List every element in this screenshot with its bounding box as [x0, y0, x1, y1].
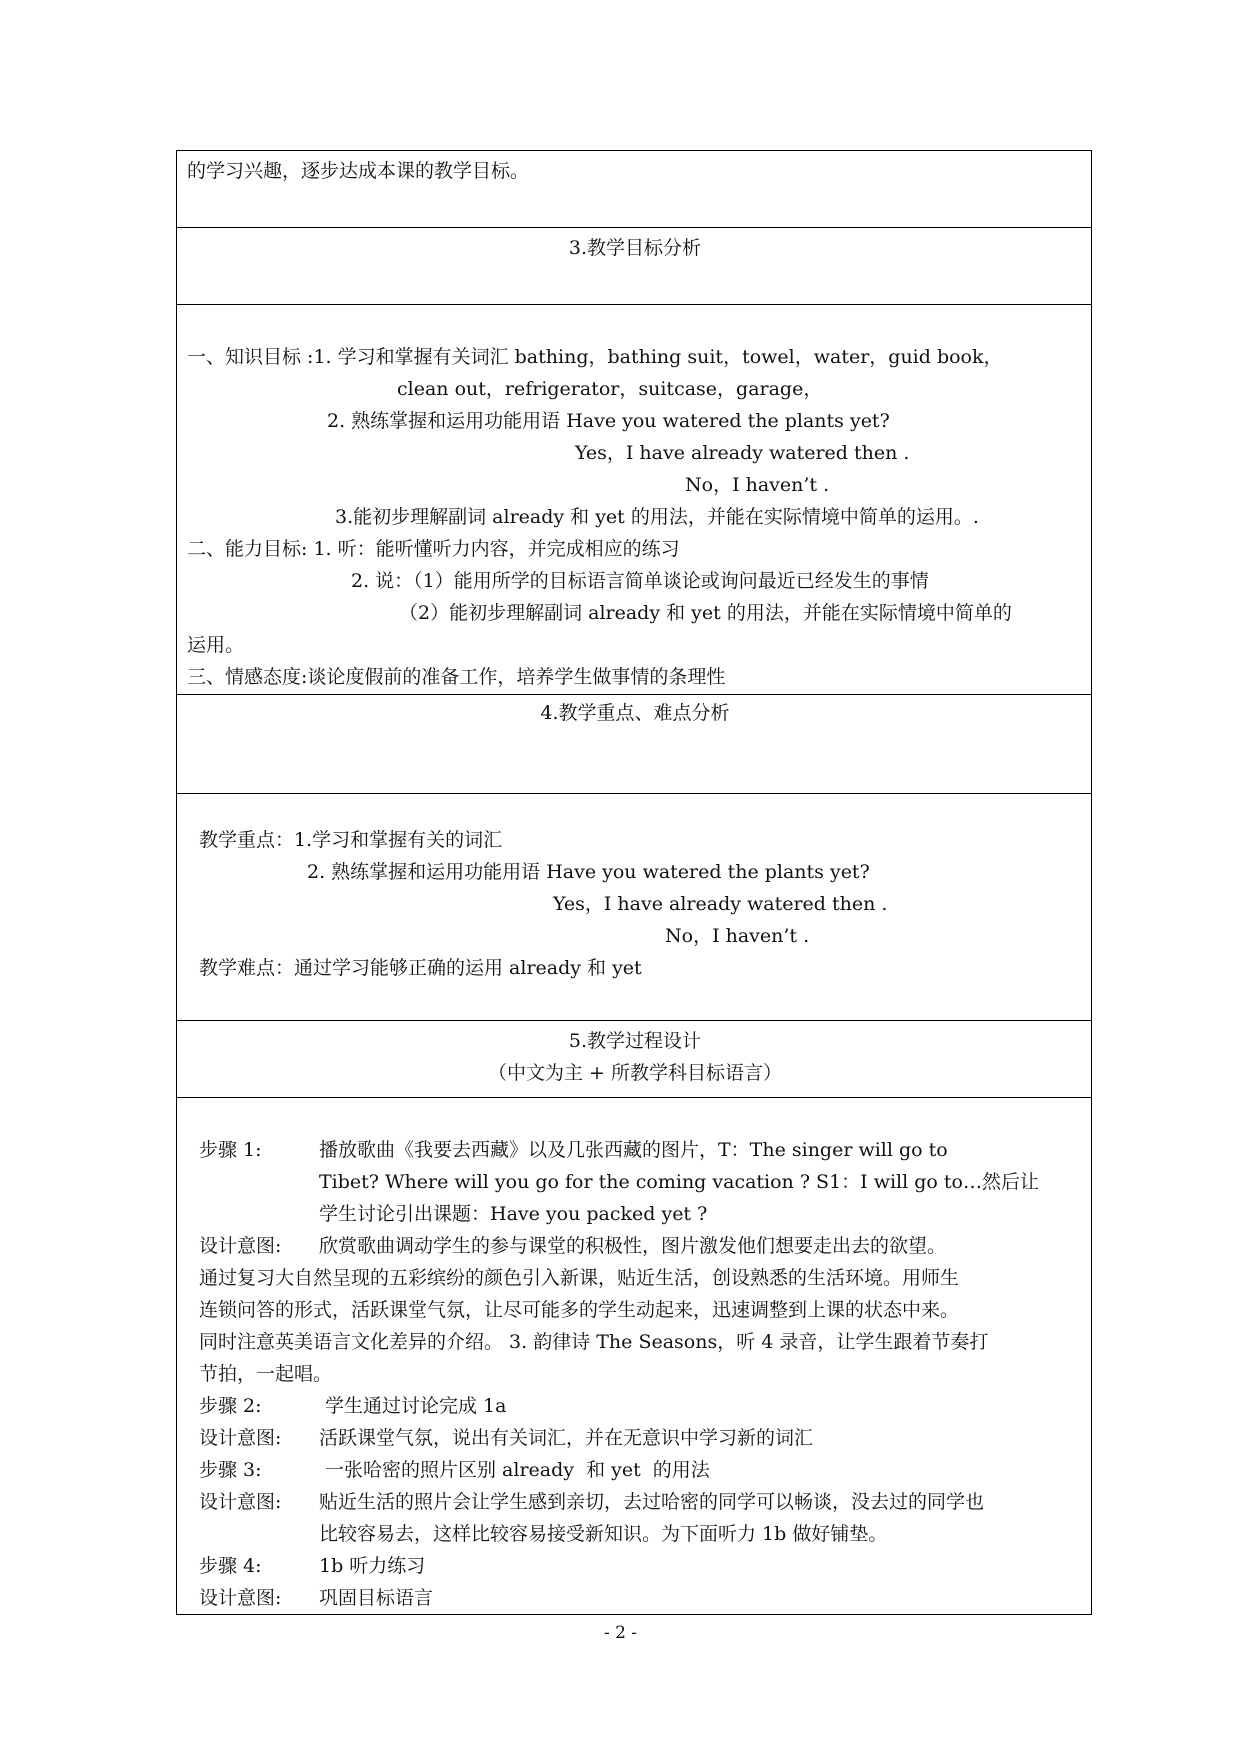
knowledge-objective-cont: clean out，refrigerator，suitcase，garage，	[397, 378, 823, 400]
row-process	[177, 1098, 1092, 1615]
section5-subtitle: （中文为主 + 所教学科目标语言）	[488, 1062, 782, 1084]
key-difficulty: 教学难点：通过学习能够正确的运用 already 和 yet	[199, 957, 642, 979]
process-para-2: 连锁问答的形式，活跃课堂气氛，让尽可能多的学生动起来，迅速调整到上课的状态中来。	[199, 1299, 960, 1321]
process-para-1: 通过复习大自然呈现的五彩缤纷的颜色引入新课，贴近生活，创设熟悉的生活环境。用师生	[199, 1267, 960, 1289]
key-focus-2: 2. 熟练掌握和运用功能用语 Have you watered the plants yet?	[307, 861, 870, 883]
section3-title: 3.教学目标分析	[568, 237, 702, 259]
row-section5-header	[177, 1021, 1092, 1098]
attitude-objective: 三、情感态度:谈论度假前的准备工作，培养学生做事情的条理性	[187, 666, 726, 688]
step3-text: 一张哈密的照片区别 already 和 yet 的用法	[325, 1459, 710, 1481]
row-keypoints	[177, 794, 1092, 1021]
row-intro	[177, 151, 1092, 228]
ability-item-3: （2）能初步理解副词 already 和 yet 的用法，并能在实际情境中简单的	[399, 602, 1012, 624]
key-no-line: No，I haven’t .	[665, 925, 810, 947]
intro-text: 的学习兴趣，逐步达成本课的教学目标。	[187, 160, 530, 182]
step2-label: 步骤 2:	[199, 1395, 262, 1417]
intent3-label: 设计意图:	[199, 1491, 282, 1513]
ability-item-3-cont: 运用。	[187, 634, 245, 656]
intent4-text: 巩固目标语言	[319, 1587, 434, 1609]
step1-line2: Tibet? Where will you go for the coming vacation ? S1：I will go to…然后让	[319, 1171, 1039, 1193]
knowledge-objective: 一、知识目标 :1. 学习和掌握有关词汇 bathing，bathing suit，towel，water，guid book，	[187, 346, 1003, 368]
intent2-text: 活跃课堂气氛，说出有关词汇，并在无意识中学习新的词汇	[319, 1427, 814, 1449]
step1-label: 步骤 1:	[199, 1139, 262, 1161]
step3-label: 步骤 3:	[199, 1459, 262, 1481]
row-section3-header	[177, 228, 1092, 305]
step1-line1: 播放歌曲《我要去西藏》以及几张西藏的图片，T：The singer will go to	[319, 1139, 948, 1161]
knowledge-item-2: 2. 熟练掌握和运用功能用语 Have you watered the plants yet?	[327, 410, 890, 432]
intent3-line1: 贴近生活的照片会让学生感到亲切，去过哈密的同学可以畅谈，没去过的同学也	[319, 1491, 985, 1513]
knowledge-yes-line: Yes，I have already watered then .	[575, 442, 910, 464]
intent1-label: 设计意图:	[199, 1235, 282, 1257]
row-objectives	[177, 305, 1092, 695]
key-yes-line: Yes，I have already watered then .	[553, 893, 888, 915]
step2-text: 学生通过讨论完成 1a	[325, 1395, 507, 1417]
section5-title: 5.教学过程设计	[568, 1030, 702, 1052]
process-para-4: 节拍，一起唱。	[199, 1363, 333, 1385]
ability-objective: 二、能力目标: 1. 听：能听懂听力内容，并完成相应的练习	[187, 538, 680, 560]
section4-title: 4.教学重点、难点分析	[540, 702, 730, 724]
ability-item-2: 2. 说：（1）能用所学的目标语言简单谈论或询问最近已经发生的事情	[351, 570, 929, 592]
intent2-label: 设计意图:	[199, 1427, 282, 1449]
intent1-line1: 欣赏歌曲调动学生的参与课堂的积极性，图片激发他们想要走出去的欲望。	[319, 1235, 947, 1257]
intent4-label: 设计意图:	[199, 1587, 282, 1609]
key-focus: 教学重点：1.学习和掌握有关的词汇	[199, 829, 503, 851]
step4-label: 步骤 4:	[199, 1555, 262, 1577]
knowledge-no-line: No，I haven’t .	[685, 474, 830, 496]
process-para-3: 同时注意英美语言文化差异的介绍。 3. 韵律诗 The Seasons，听 4 录音，让学生跟着节奏打	[199, 1331, 989, 1353]
step4-text: 1b 听力练习	[319, 1555, 426, 1577]
knowledge-item-3: 3.能初步理解副词 already 和 yet 的用法，并能在实际情境中简单的运用。.	[335, 506, 979, 528]
intent3-line2: 比较容易去，这样比较容易接受新知识。为下面听力 1b 做好铺垫。	[319, 1523, 888, 1545]
step1-line3: 学生讨论引出课题：Have you packed yet ?	[319, 1203, 708, 1225]
lesson-plan-table	[176, 150, 1092, 1615]
page-number: - 2 -	[603, 1623, 638, 1643]
row-section4-header	[177, 695, 1092, 794]
